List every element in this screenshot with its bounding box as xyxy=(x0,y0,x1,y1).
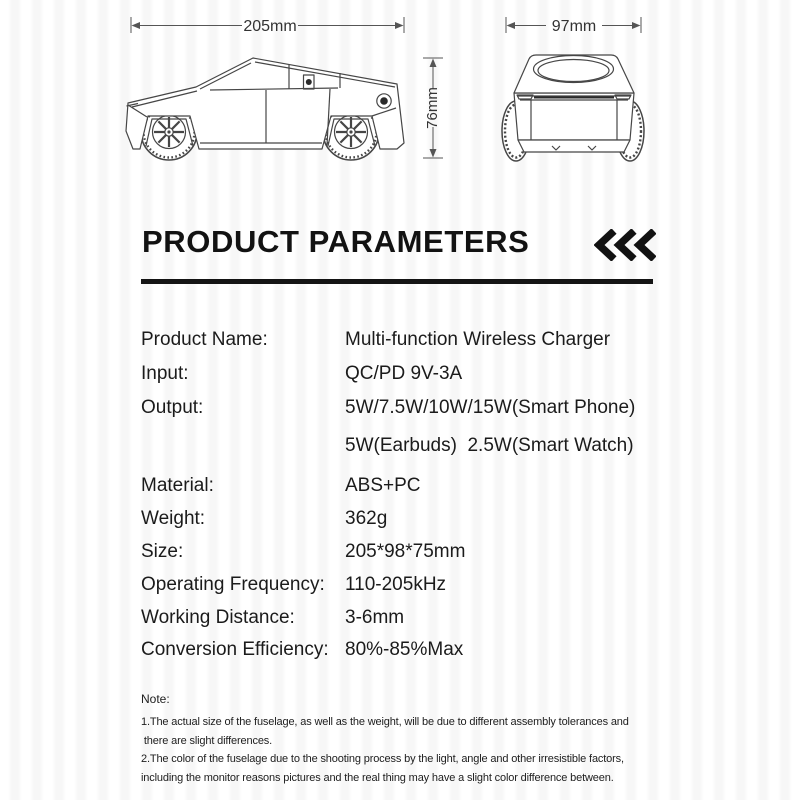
spec-row-input xyxy=(141,362,681,386)
spec-label: Weight: xyxy=(141,508,206,529)
note-title: Note: xyxy=(141,692,170,706)
spec-label: Working Distance: xyxy=(141,607,295,628)
spec-row-material xyxy=(141,474,681,498)
front-cab xyxy=(514,55,634,93)
spec-label: Material: xyxy=(141,475,214,496)
spec-value: 3-6mm xyxy=(345,607,405,628)
spec-table xyxy=(141,328,681,662)
spec-value: ABS+PC xyxy=(345,475,421,496)
spec-label xyxy=(141,434,345,458)
cybertruck-front-view xyxy=(502,55,644,161)
spec-row-product-name xyxy=(141,328,681,352)
header-underline xyxy=(141,279,653,284)
spec-value: 110-205kHz xyxy=(345,574,447,595)
spec-row-output xyxy=(141,396,681,420)
spec-value: 205*98*75mm xyxy=(345,541,466,562)
note-section xyxy=(141,691,761,787)
spec-value: Multi-function Wireless Charger xyxy=(345,329,611,350)
spec-label: Operating Frequency: xyxy=(141,574,325,595)
spec-value: 5W(Earbuds) 2.5W(Smart Watch) xyxy=(345,435,634,456)
note-line: there are slight differences. xyxy=(141,734,273,747)
spec-label: Conversion Efficiency: xyxy=(141,639,329,660)
note-line: including the monitor reasons pictures and the real thing may have a slight color difference between. xyxy=(141,771,614,784)
front-width-label: 97mm xyxy=(551,18,597,35)
spec-value: 80%-85%Max xyxy=(345,639,464,660)
cybertruck-side-view xyxy=(126,58,404,160)
side-width-label: 205mm xyxy=(243,18,297,35)
spec-row-conversion-efficiency xyxy=(141,638,681,662)
triple-left-chevron-icon xyxy=(594,229,656,261)
front-bumper xyxy=(518,140,630,152)
spec-row-working-distance xyxy=(141,606,681,630)
spec-value: 5W/7.5W/10W/15W(Smart Phone) xyxy=(345,397,636,418)
spec-row-operating-frequency xyxy=(141,573,681,597)
technical-drawings xyxy=(0,0,800,205)
spec-value: QC/PD 9V-3A xyxy=(345,363,463,384)
note-line: 2.The color of the fuselage due to the shooting process by the light, angle and other irresistible factors, xyxy=(141,753,624,765)
spec-label: Output: xyxy=(141,397,204,418)
page-title: PRODUCT PARAMETERS xyxy=(142,224,530,259)
spec-row-size xyxy=(141,540,681,564)
spec-value: 362g xyxy=(345,508,388,529)
spec-row-weight xyxy=(141,507,681,531)
note-line: 1.The actual size of the fuselage, as well as the weight, will be due to different assembly tolerances and xyxy=(141,716,629,728)
side-height-label: 76mm xyxy=(423,87,441,129)
spec-label: Product Name: xyxy=(141,329,268,350)
spec-label: Size: xyxy=(141,541,184,562)
spec-row-output-2 xyxy=(141,434,681,458)
spec-label: Input: xyxy=(141,363,189,384)
